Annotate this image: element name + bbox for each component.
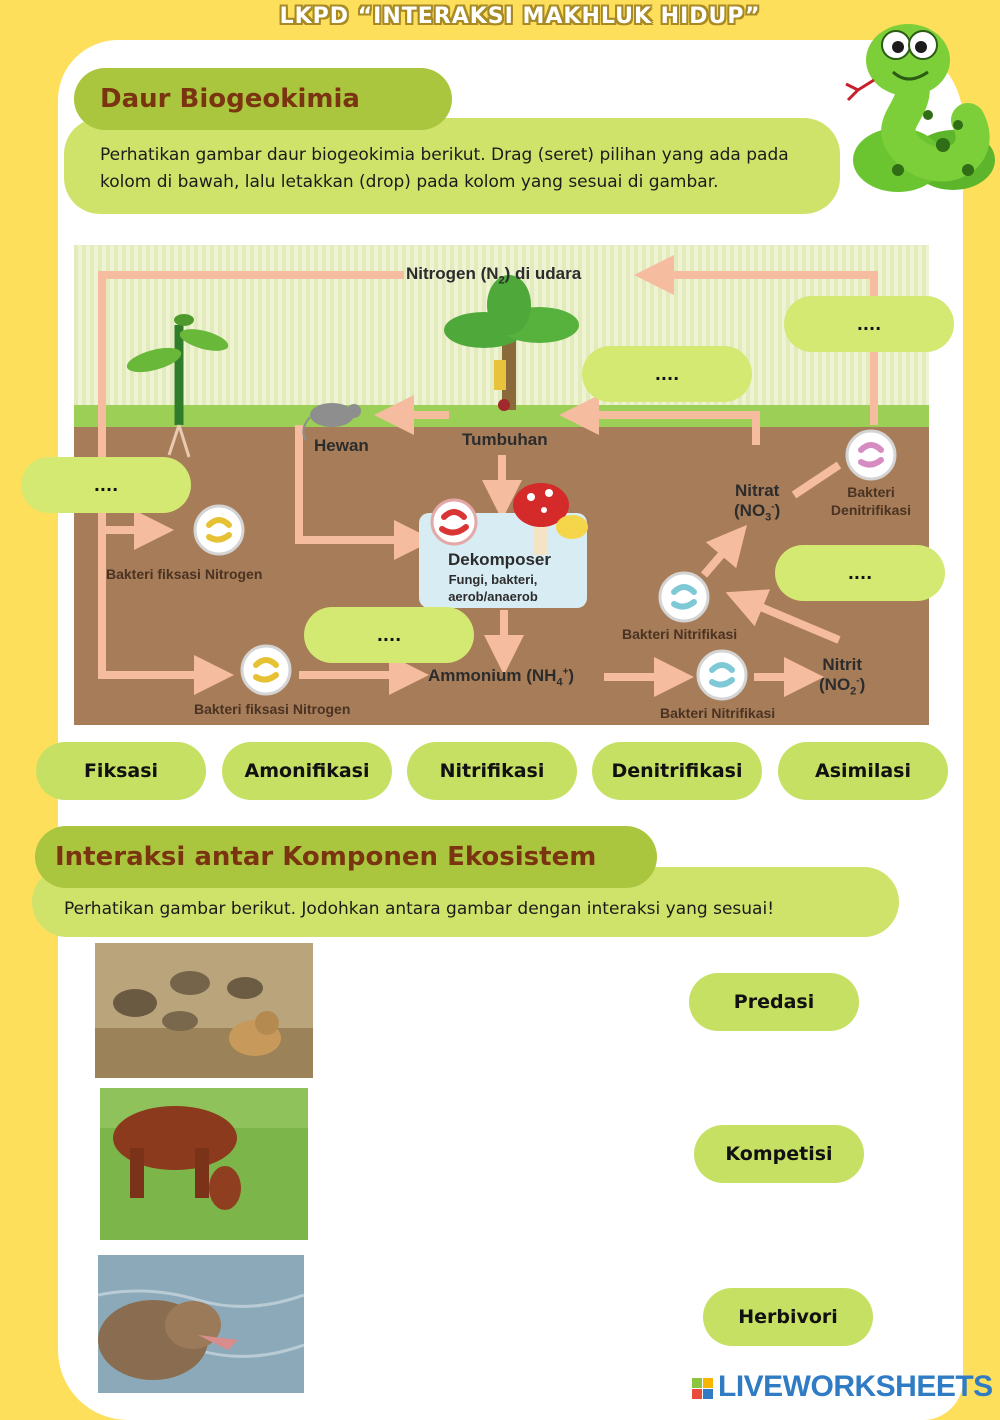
bacteria-fixation-icon-2 (242, 646, 290, 694)
instruction-text: Perhatikan gambar daur biogeokimia berikut. Drag (seret) pilihan yang ada pada kolom di bawah, lalu letakkan (drop) pada kolom yang sesuai di gambar. (100, 145, 789, 192)
drop-zone-ammonification[interactable]: .... (304, 607, 474, 663)
decomposer-bacteria-icon (432, 500, 476, 544)
bacteria-nitrification-icon-1 (660, 573, 708, 621)
label-bakteri-nitrifikasi-1: Bakteri Nitrifikasi (622, 626, 738, 642)
match-predasi[interactable]: Predasi (689, 973, 859, 1031)
hyena-lion-photo[interactable] (95, 943, 313, 1078)
liveworksheets-logo-icon (692, 1378, 714, 1400)
label-bakteri-nitrifikasi-2: Bakteri Nitrifikasi (660, 705, 776, 721)
liveworksheets-brand[interactable]: LIVEWORKSHEETS (718, 1370, 993, 1403)
drop-zone-assimilation[interactable]: .... (582, 346, 752, 402)
option-denitrifikasi[interactable]: Denitrifikasi (592, 742, 762, 800)
bacteria-nitrification-icon-2 (698, 651, 746, 699)
match-kompetisi[interactable]: Kompetisi (694, 1125, 864, 1183)
label-hewan: Hewan (314, 436, 369, 455)
label-bakteri-fiksasi-1: Bakteri fiksasi Nitrogen (106, 566, 263, 582)
label-tumbuhan: Tumbuhan (462, 430, 548, 449)
option-asimilasi[interactable]: Asimilasi (778, 742, 948, 800)
label-ammonium: Ammonium $(NH_4^+)$ (428, 666, 575, 689)
cow-grazing-photo[interactable] (100, 1088, 308, 1240)
label-dekomposer: Dekomposer (448, 550, 551, 569)
label-nitrat: Nitrat $(NO_3^-)$ (734, 481, 781, 524)
label-bakteri-fiksasi-2: Bakteri fiksasi Nitrogen (194, 701, 351, 717)
section-title-daur: Daur Biogeokimia (74, 68, 452, 130)
bear-fish-photo[interactable] (98, 1255, 304, 1393)
bacteria-fixation-icon-1 (195, 506, 243, 554)
label-nitrit: Nitrit $(NO_2^-)$ (819, 655, 866, 698)
label-bakteri-denitrifikasi: Bakteri Denitrifikasi (830, 484, 912, 518)
label-dekomposer-desc: Fungi, bakteri, aerob/anaerob (448, 572, 538, 604)
drop-zone-nitrification[interactable]: .... (775, 545, 945, 601)
drop-zone-denitrification[interactable]: .... (784, 296, 954, 352)
match-herbivori[interactable]: Herbivori (703, 1288, 873, 1346)
snake-mascot-icon (838, 10, 998, 195)
bacteria-denitrification-icon (847, 431, 895, 479)
drop-zone-fixation[interactable]: .... (21, 457, 191, 513)
section-title-interaksi: Interaksi antar Komponen Ekosistem (35, 826, 657, 888)
instruction-text-2: Perhatikan gambar berikut. Jodohkan antara gambar dengan interaksi yang sesuai! (64, 899, 775, 919)
instruction-box (64, 118, 840, 214)
header-title: LKPD “INTERAKSI MAKHLUK HIDUP” (279, 4, 761, 29)
label-nitrogen-air: Nitrogen $(N_2)$ di udara (406, 264, 582, 287)
option-fiksasi[interactable]: Fiksasi (36, 742, 206, 800)
option-nitrifikasi[interactable]: Nitrifikasi (407, 742, 577, 800)
option-amonifikasi[interactable]: Amonifikasi (222, 742, 392, 800)
